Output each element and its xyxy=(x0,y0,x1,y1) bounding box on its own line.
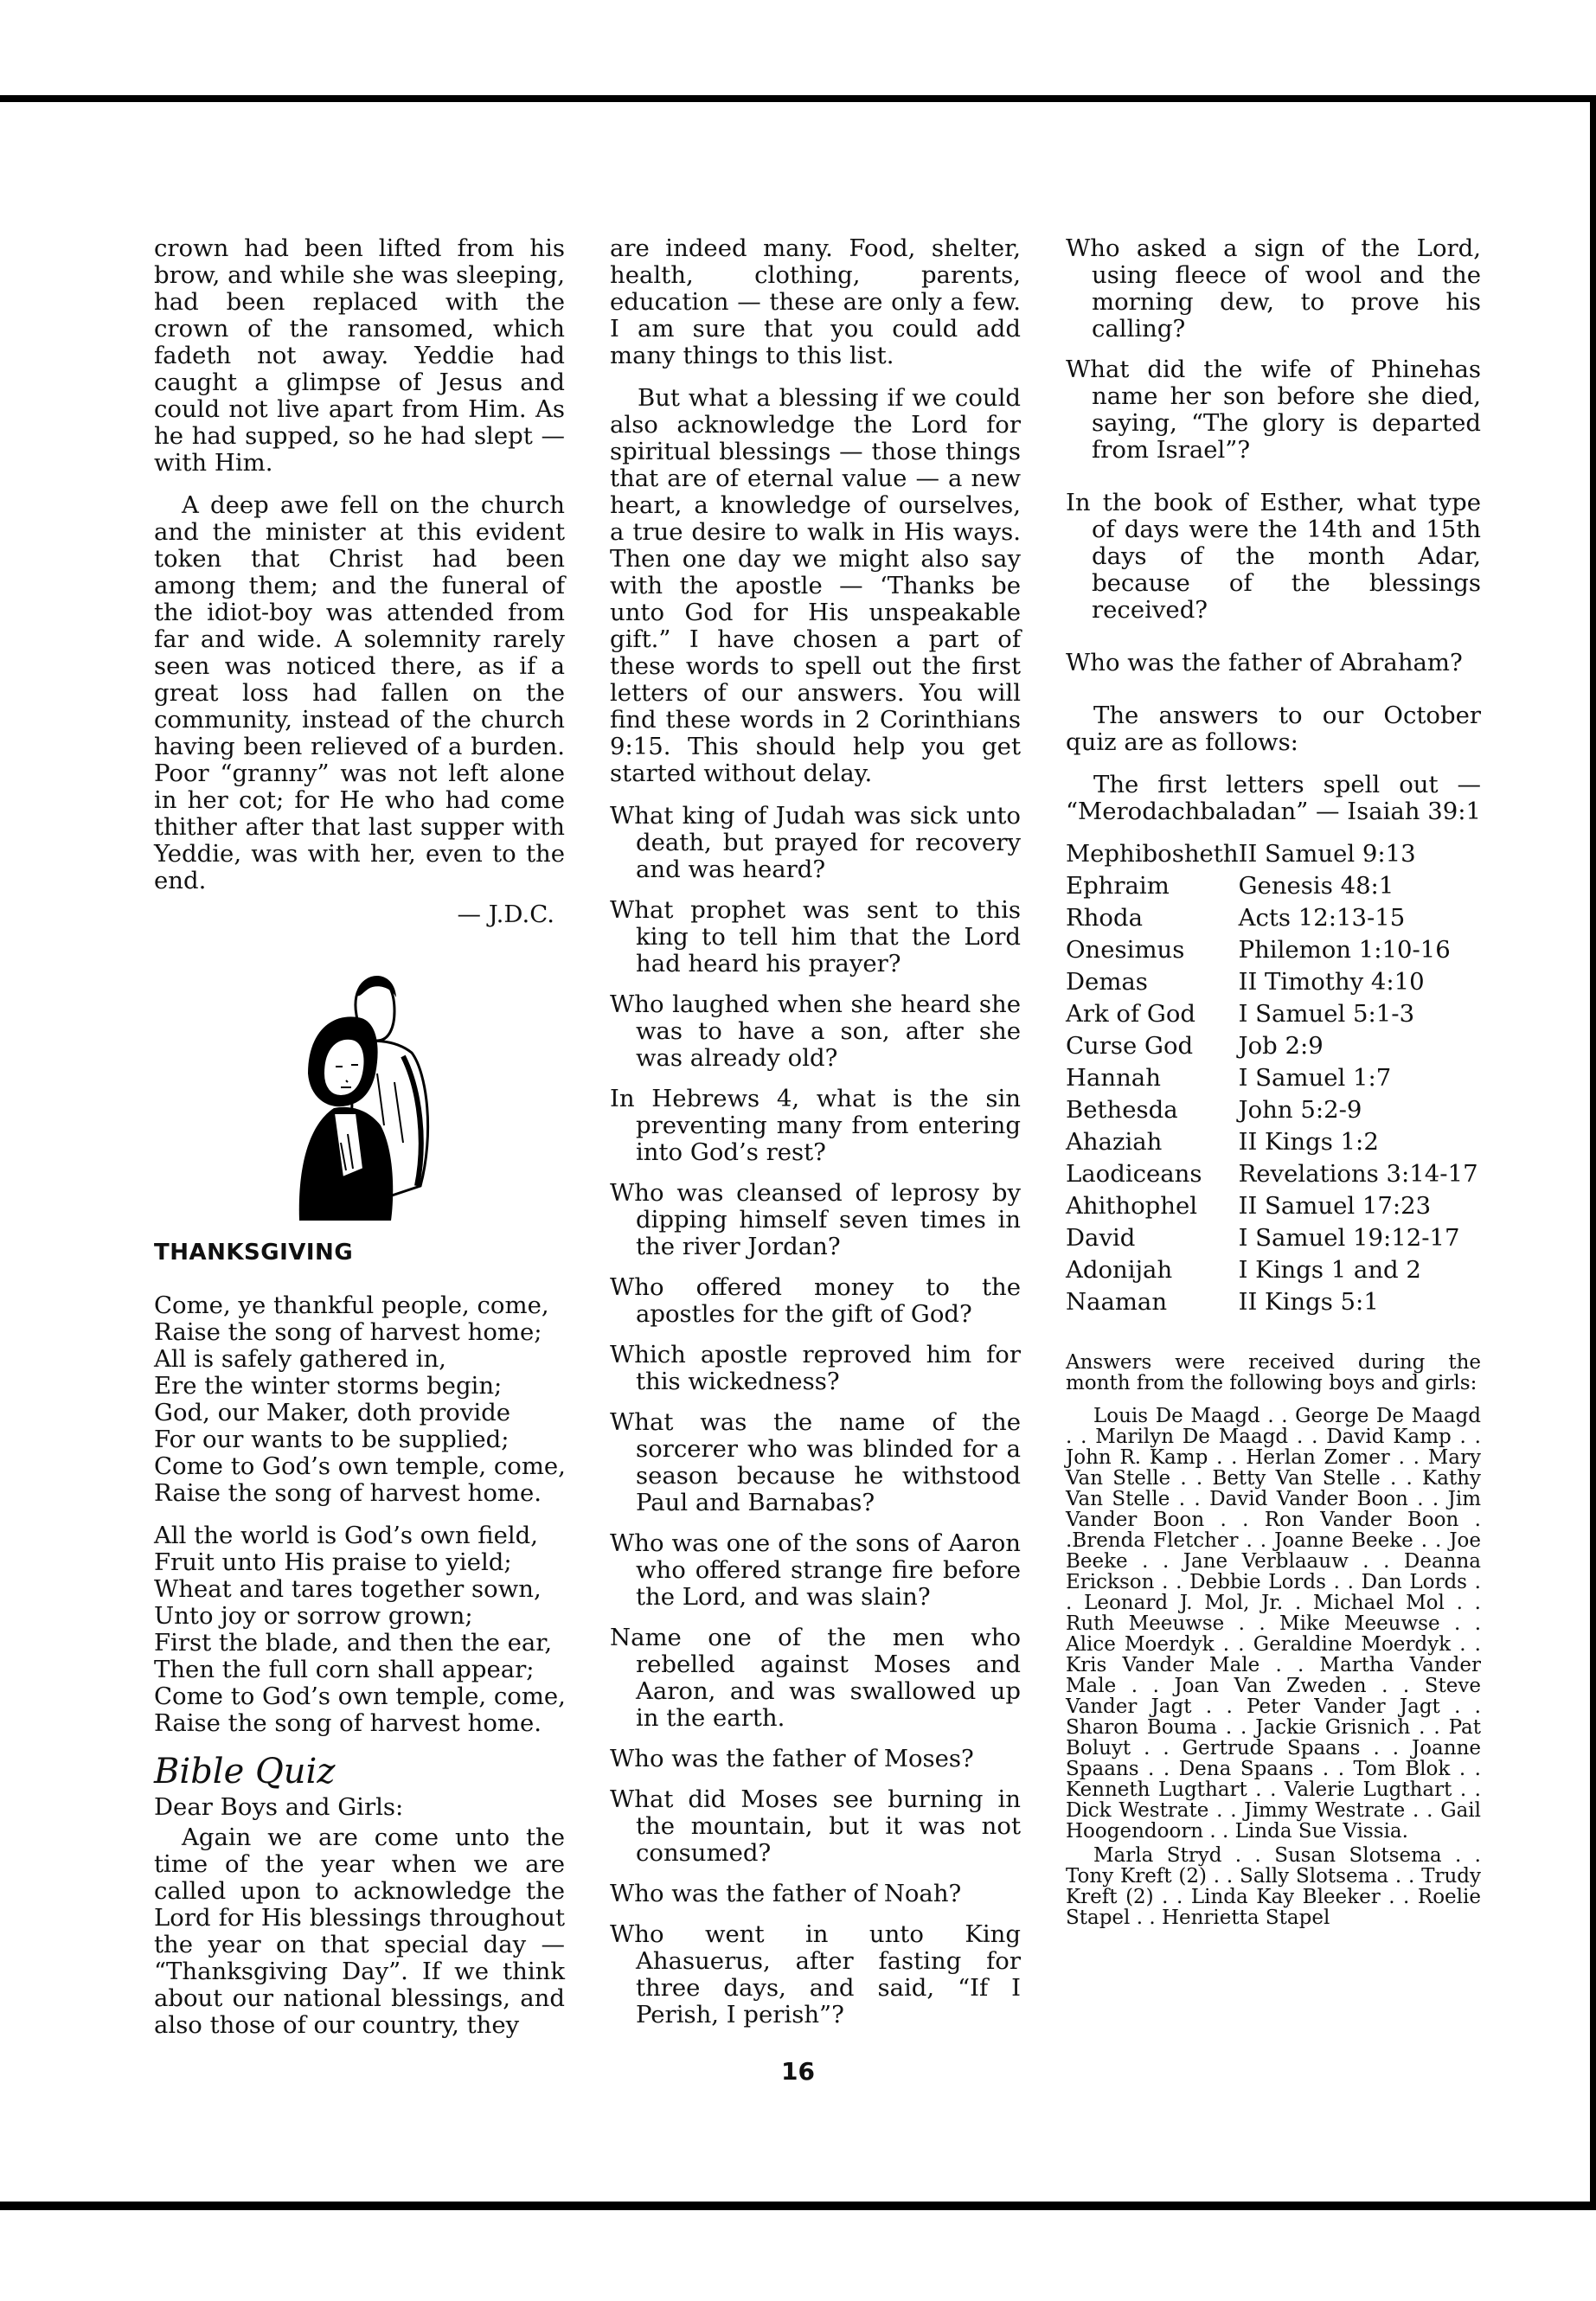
quiz-question: Name one of the men who rebelled against Moses and Aaron, and was swallowed up in the earth. xyxy=(610,1624,1021,1732)
answer-name: Hannah xyxy=(1066,1064,1161,1092)
answer-row xyxy=(1066,1129,1478,1161)
answer-name: Onesimus xyxy=(1066,936,1185,964)
quiz-question: Who offered money to the apostles for the gift of God? xyxy=(610,1273,1021,1328)
answer-reference: II Samuel 17:23 xyxy=(1238,1192,1432,1220)
poem-line: God, our Maker, doth provide xyxy=(154,1399,511,1426)
poem-line: Ere the winter storms begin; xyxy=(154,1372,503,1400)
poem-line: Raise the song of harvest home. xyxy=(154,1479,542,1507)
answer-name: Ephraim xyxy=(1066,872,1170,900)
answer-reference: I Samuel 5:1-3 xyxy=(1238,1000,1415,1028)
answer-row xyxy=(1066,1001,1478,1033)
column-middle xyxy=(610,235,1021,2042)
pilgrim-couple-illustration xyxy=(154,944,565,1229)
answer-row xyxy=(1066,1289,1478,1321)
answer-row xyxy=(1066,1065,1478,1097)
right-border xyxy=(1590,95,1596,2210)
quiz-question: What king of Judah was sick unto death, but prayed for recovery and was heard? xyxy=(610,802,1021,883)
answer-name: Bethesda xyxy=(1066,1096,1178,1124)
answer-name: Laodiceans xyxy=(1066,1160,1202,1188)
answer-reference: Philemon 1:10-16 xyxy=(1238,936,1451,964)
story-paragraph: A deep awe fell on the church and the minister at this evident token that Christ had been among them; and the funeral of the idiot-boy was attended from far and wide. A solemnity rarely seen was noticed there, as if a great loss had fallen on the community, instead of the church having been relieved of a burden. Poor “granny” was not left alone in her cot; for He who had come thither after that last supper with Yeddie, was with her, even to the end. xyxy=(154,491,565,894)
answers-table xyxy=(1066,841,1478,1321)
answer-row xyxy=(1066,969,1478,1001)
answer-reference: I Kings 1 and 2 xyxy=(1238,1256,1421,1284)
answer-reference: I Samuel 1:7 xyxy=(1238,1064,1392,1092)
answer-row xyxy=(1066,1161,1478,1193)
answer-row xyxy=(1066,1033,1478,1065)
respondent-names: Louis De Maagd . . George De Maagd . . Marilyn De Maagd . . David Kamp . . John R. Kamp . . Herlan Zomer . . Mary Van Stelle . . Betty Van Stelle . . Kathy Van Stelle . . David Vander Boon . . Jim Vander Boon . . Ron Vander Boon . .Brenda Fletcher . . Joanne Beeke . . Joe Beeke . . Jane Verblaauw . . Deanna Erickson . . Debbie Lords . . Dan Lords . . Leonard J. Mol, Jr. . Michael Mol . . Ruth Meeuwse . . Mike Meeuwse . . Alice Moerdyk . . Geraldine Moerdyk . . Kris Vander Male . . Martha Vander Male . . Joan Van Zweden . . Steve Vander Jagt . . Peter Vander Jagt . . Sharon Bouma . . Jackie Grisnich . . Pat Boluyt . . Gertrude Spaans . . Joanne Spaans . . Dena Spaans . . Tom Blok . . Kenneth Lugthart . . Valerie Lugthart . . Dick Westrate . . Jimmy Westrate . . Gail Hoogendoorn . . Linda Sue Vissia. xyxy=(1066,1405,1481,1843)
answer-name: Ark of God xyxy=(1066,1000,1196,1028)
answer-row xyxy=(1066,873,1478,905)
column-right xyxy=(1066,235,1481,1940)
answer-reference: II Kings 5:1 xyxy=(1238,1288,1379,1316)
quiz-question: What did Moses see burning in the mountain, but it was not consumed? xyxy=(610,1785,1021,1867)
quiz-question: Who was the father of Noah? xyxy=(610,1880,962,1907)
column-left xyxy=(154,235,565,2054)
answer-row xyxy=(1066,937,1478,969)
answer-row xyxy=(1066,1193,1478,1225)
answer-reference: II Samuel 9:13 xyxy=(1238,840,1416,868)
quiz-question: What prophet was sent to this king to tell him that the Lord had heard his prayer? xyxy=(610,896,1021,977)
answer-name: Curse God xyxy=(1066,1032,1194,1060)
poem-line: Raise the song of harvest home. xyxy=(154,1709,542,1737)
poem-line: All is safely gathered in, xyxy=(154,1345,446,1373)
poem-line: First the blade, and then the ear, xyxy=(154,1629,553,1657)
bible-quiz-title: Bible Quiz xyxy=(154,1752,336,1791)
quiz-question: What did the wife of Phinehas name her son before she died, saying, “The glory is departed from Israel”? xyxy=(1066,356,1481,464)
poem-stanza-2 xyxy=(154,1522,565,1737)
poem-line: Fruit unto His praise to yield; xyxy=(154,1548,512,1576)
poem-line: Then the full corn shall appear; xyxy=(154,1656,535,1683)
respondent-names: Marla Stryd . . Susan Slotsema . . Tony Kreft (2) . . Sally Slotsema . . Trudy Kreft (2) . . Linda Kay Bleeker . . Roelie Stapel . . Henrietta Stapel xyxy=(1066,1844,1481,1929)
answer-row xyxy=(1066,1097,1478,1129)
answer-name: Rhoda xyxy=(1066,904,1143,932)
quiz-intro-paragraph: Again we are come unto the time of the year when we are called upon to acknowledge the Lord for His blessings throughout the year on that special day — “Thanksgiving Day”. If we think about our national blessings, and also those of our country, they xyxy=(154,1823,565,2039)
answer-name: David xyxy=(1066,1224,1136,1252)
poem-line: Come to God’s own temple, come, xyxy=(154,1452,566,1480)
answer-name: Mephibosheth xyxy=(1066,840,1239,868)
answer-name: Ahaziah xyxy=(1066,1128,1163,1156)
quiz-question: Who went in unto King Ahasuerus, after fasting for three days, and said, “If I Perish, I perish”? xyxy=(610,1920,1021,2029)
quiz-question: Who was cleansed of leprosy by dipping himself seven times in the river Jordan? xyxy=(610,1179,1021,1260)
received-intro: Answers were received during the month from the following boys and girls: xyxy=(1066,1351,1481,1394)
quiz-question: Who asked a sign of the Lord, using fleece of wool and the morning dew, to prove his calling? xyxy=(1066,234,1481,343)
quiz-question: Which apostle reproved him for this wickedness? xyxy=(610,1341,1021,1395)
signature: — J.D.C. xyxy=(457,901,554,928)
quiz-question: Who was the father of Abraham? xyxy=(1066,649,1463,676)
pilgrim-couple-drawing xyxy=(273,944,446,1229)
thanksgiving-heading: THANKSGIVING xyxy=(154,1240,354,1266)
poem-line: All the world is God’s own field, xyxy=(154,1522,539,1549)
poem-line: Wheat and tares together sown, xyxy=(154,1575,542,1603)
top-border xyxy=(0,95,1596,102)
quiz-question: Who was one of the sons of Aaron who offered strange fire before the Lord, and was slain? xyxy=(610,1529,1021,1611)
answer-row xyxy=(1066,1257,1478,1289)
answers-first-letters: The first letters spell out — “Merodachbaladan” — Isaiah 39:1 xyxy=(1066,771,1482,825)
answer-reference: Revelations 3:14-17 xyxy=(1238,1160,1478,1188)
answer-reference: I Samuel 19:12-17 xyxy=(1238,1224,1460,1252)
page-number: 16 xyxy=(781,2057,815,2086)
answer-name: Naaman xyxy=(1066,1288,1168,1316)
poem-line: Come, ye thankful people, come, xyxy=(154,1292,549,1319)
quiz-question: In the book of Esther, what type of days were the 14th and 15th days of the month Adar, because of the blessings received? xyxy=(1066,489,1481,624)
quiz-question: Who laughed when she heard she was to have a son, after she was already old? xyxy=(610,990,1021,1072)
answer-name: Ahithophel xyxy=(1066,1192,1198,1220)
answer-reference: II Timothy 4:10 xyxy=(1238,968,1425,996)
received-list xyxy=(1066,1352,1481,1928)
quiz-intro-paragraph: But what a blessing if we could also acknowledge the Lord for spiritual blessings — those things that are of eternal value — a new heart, a knowledge of ourselves, a true desire to walk in His ways. Then one day we might also say with the apostle — ‘Thanks be unto God for His unspeakable gift.” I have chosen a part of these words to spell out the first letters of our answers. You will find these words in 2 Corinthians 9:15. This should help you get started without delay. xyxy=(610,384,1021,787)
poem-line: Raise the song of harvest home; xyxy=(154,1318,542,1346)
answers-intro: The answers to our October quiz are as follows: xyxy=(1066,702,1481,756)
answer-row xyxy=(1066,841,1478,873)
answer-reference: Acts 12:13-15 xyxy=(1238,904,1406,932)
answer-reference: Genesis 48:1 xyxy=(1238,872,1394,900)
answer-reference: II Kings 1:2 xyxy=(1238,1128,1379,1156)
answer-name: Adonijah xyxy=(1066,1256,1173,1284)
poem-stanza-1 xyxy=(154,1292,565,1507)
story-paragraph: crown had been lifted from his brow, and while she was sleeping, had been replaced with the crown of the ransomed, which fadeth not away. Yeddie had caught a glimpse of Jesus and could not live apart from Him. As he had supped, so he had slept — with Him. xyxy=(154,234,565,477)
poem-line: Come to God’s own temple, come, xyxy=(154,1682,566,1710)
quiz-question: What was the name of the sorcerer who was blinded for a season because he withstood Paul and Barnabas? xyxy=(610,1408,1021,1516)
answer-row xyxy=(1066,1225,1478,1257)
quiz-question: Who was the father of Moses? xyxy=(610,1745,974,1772)
poem-line: For our wants to be supplied; xyxy=(154,1426,510,1453)
salutation: Dear Boys and Girls: xyxy=(154,1793,404,1821)
poem-line: Unto joy or sorrow grown; xyxy=(154,1602,473,1630)
answer-reference: John 5:2-9 xyxy=(1238,1096,1362,1124)
answer-reference: Job 2:9 xyxy=(1238,1032,1324,1060)
answer-name: Demas xyxy=(1066,968,1148,996)
answer-row xyxy=(1066,905,1478,937)
bottom-border xyxy=(0,2202,1596,2210)
quiz-intro-paragraph: are indeed many. Food, shelter, health, clothing, parents, education — these are only a few. I am sure that you could add many things to this list. xyxy=(610,234,1021,369)
quiz-question: In Hebrews 4, what is the sin preventing many from entering into God’s rest? xyxy=(610,1085,1021,1166)
